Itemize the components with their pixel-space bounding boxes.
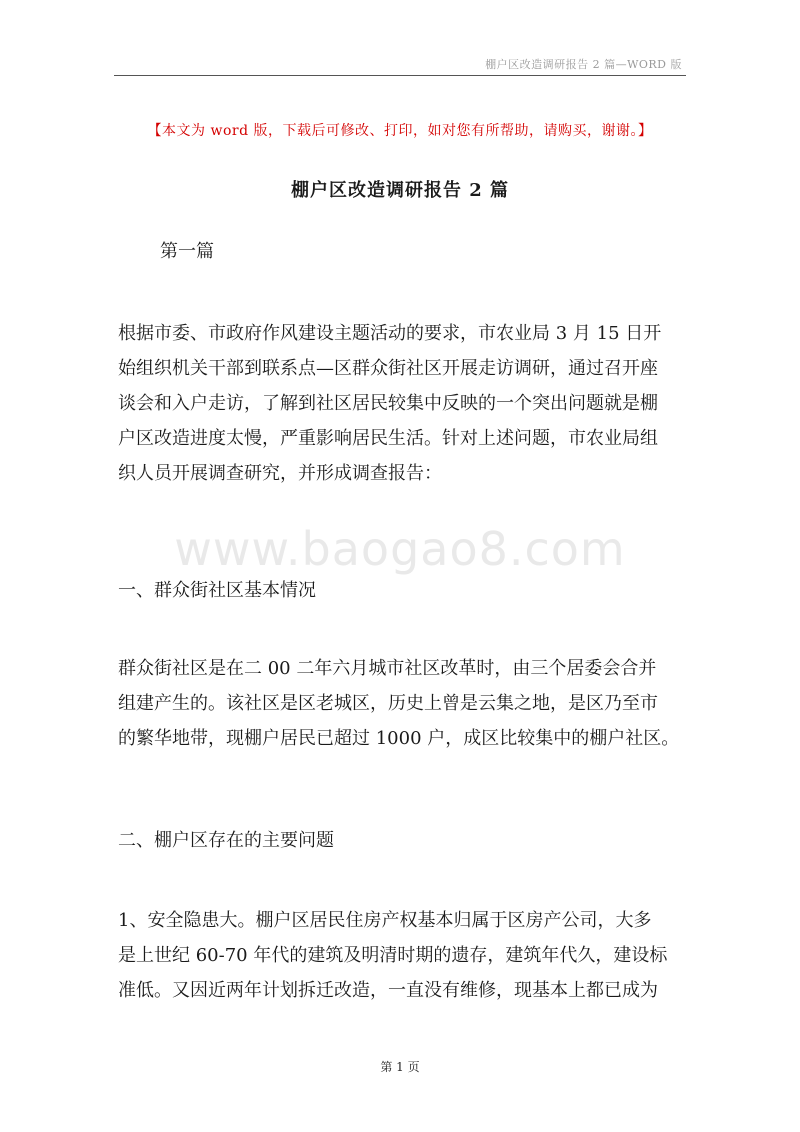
paragraph-line: 群众街社区是在二 00 二年六月城市社区改革时，由三个居委会合并 bbox=[118, 658, 657, 679]
paragraph-line: 准低。又因近两年计划拆迁改造，一直没有维修，现基本上都已成为 bbox=[118, 980, 658, 1001]
paragraph-line: 1、安全隐患大。棚户区居民住房产权基本归属于区房产公司，大多 bbox=[118, 910, 652, 931]
page-number: 第 1 页 bbox=[380, 1060, 420, 1074]
paragraph-line: 的繁华地带，现棚户居民已超过 1000 户，成区比较集中的棚户社区。 bbox=[118, 728, 680, 749]
purchase-notice: 【本文为 word 版，下载后可修改、打印，如对您有所帮助，请购买，谢谢。】 bbox=[147, 123, 653, 139]
paragraph-line: 织人员开展调查研究，并形成调查报告： bbox=[118, 463, 442, 484]
paragraph-line: 谈会和入户走访，了解到社区居民较集中反映的一个突出问题就是棚 bbox=[118, 393, 658, 414]
paragraph-line: 户区改造进度太慢，严重影响居民生活。针对上述问题，市农业局组 bbox=[118, 428, 658, 449]
paragraph-line: 是上世纪 60-70 年代的建筑及明清时期的遗存，建筑年代久，建设标 bbox=[118, 945, 668, 966]
paragraph-line: 根据市委、市政府作风建设主题活动的要求，市农业局 3 月 15 日开 bbox=[118, 323, 662, 344]
section2-paragraph bbox=[118, 903, 690, 1008]
watermark: www.baogao8.com bbox=[174, 522, 626, 576]
section-heading: 一、群众街社区基本情况 bbox=[118, 580, 316, 601]
running-header: 棚户区改造调研报告 2 篇—WORD 版 bbox=[485, 58, 682, 71]
section1-paragraph bbox=[118, 651, 690, 756]
paragraph-line: 组建产生的。该社区是区老城区，历史上曾是云集之地，是区乃至市 bbox=[118, 693, 658, 714]
document-title: 棚户区改造调研报告 2 篇 bbox=[290, 180, 510, 201]
intro-paragraph bbox=[118, 316, 690, 491]
part-title: 第一篇 bbox=[160, 241, 214, 262]
paragraph-line: 始组织机关干部到联系点—区群众街社区开展走访调研，通过召开座 bbox=[118, 358, 658, 379]
section-heading: 二、棚户区存在的主要问题 bbox=[118, 830, 334, 851]
header-divider bbox=[114, 75, 686, 76]
